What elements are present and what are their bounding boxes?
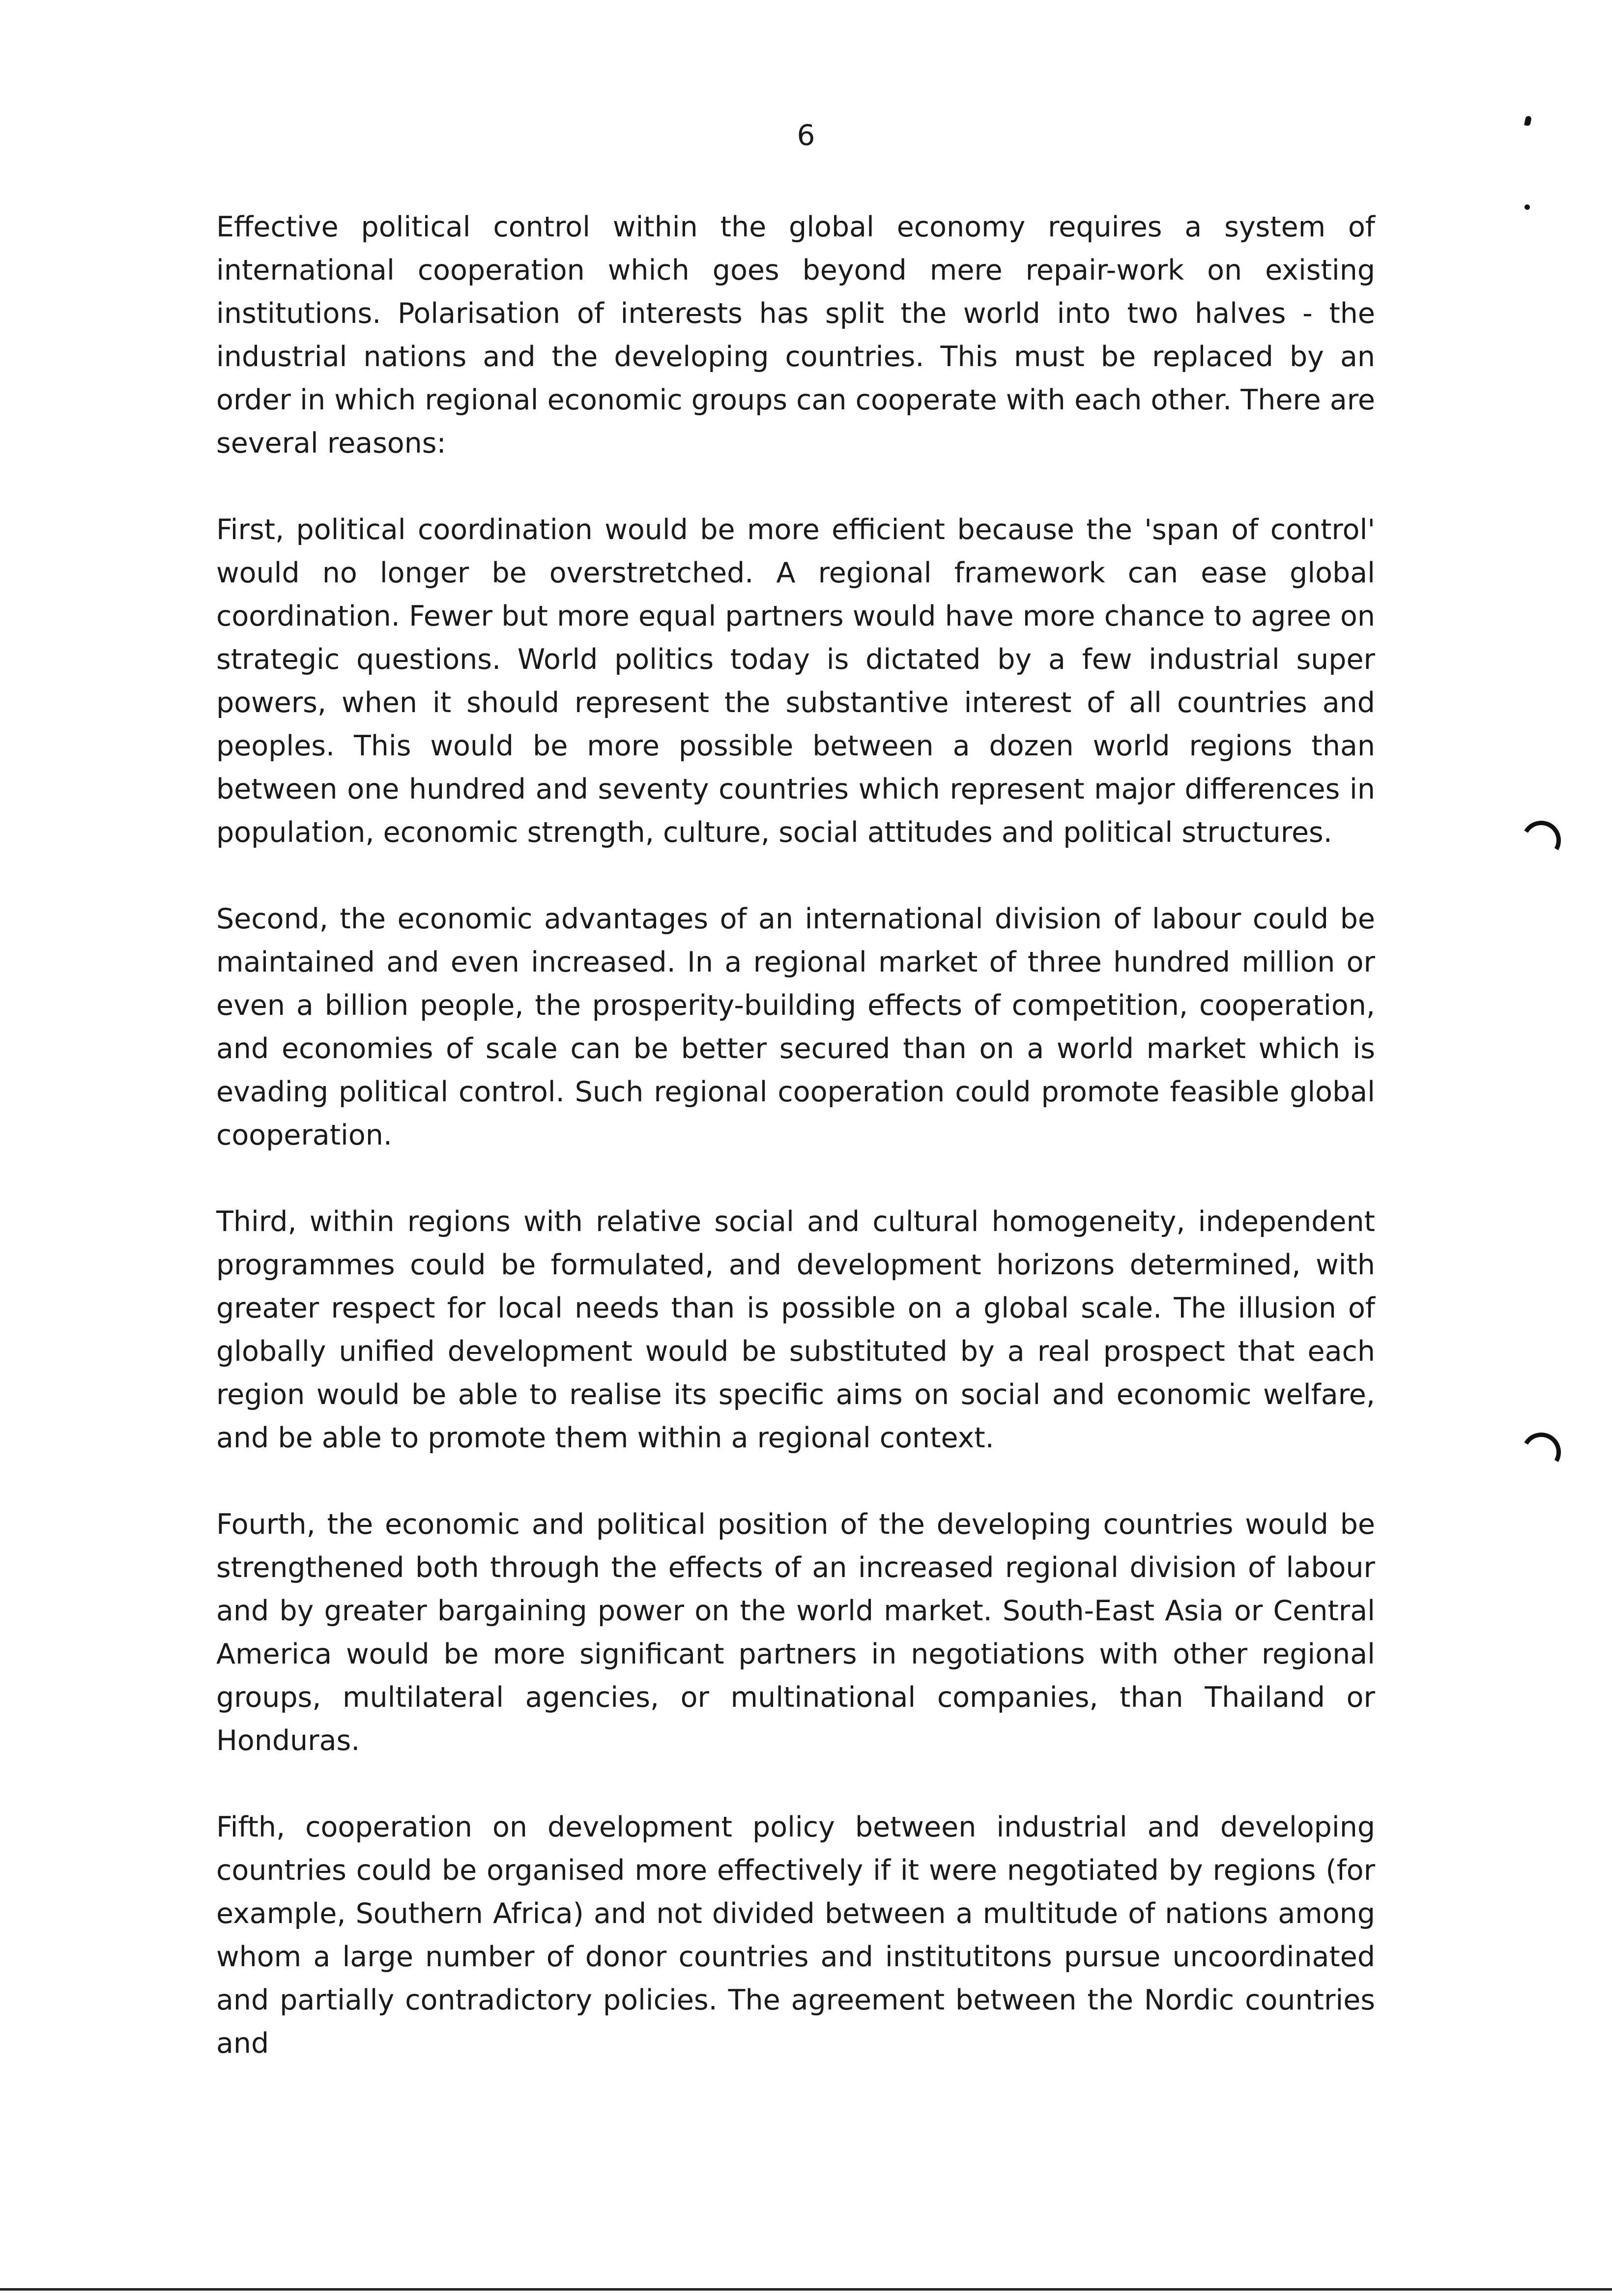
paragraph-second-reason: Second, the economic advantages of an international division of labour could be maintained and even increased. In a regional market of three hundred million or even a billion people, the prosperity-building effects of competition, cooperation, and economies of scale can be better secured than on a world market which is evading political control. Such regional cooperation could promote feasible global cooperation. (216, 903, 1375, 1151)
paragraph-fifth-reason: Fifth, cooperation on development policy between industrial and developing countries could be organised more effectively if it were negotiated by regions (for example, Southern Africa) and not divided between a multitude of nations among whom a large number of donor countries and institutitons pursue uncoordinated and partially contradictory policies. The agreement between the Nordic countries and (216, 1811, 1375, 2060)
ink-dot-mark (1525, 204, 1530, 210)
margin-arc-mark (1517, 816, 1565, 864)
paragraph-first-reason: First, political coordination would be more efficient because the 'span of control' would no longer be overstretched. A regional framework can ease global coordination. Fewer but more equal partners would have more chance to agree on strategic questions. World politics today is dictated by a few industrial super powers, when it should represent the substantive interest of all countries and peoples. This would be more possible between a dozen world regions than between one hundred and seventy countries which represent major differences in population, economic strength, culture, social attitudes and political structures. (216, 514, 1375, 849)
margin-arc-mark (1517, 1428, 1565, 1476)
paragraph-intro: Effective political control within the global economy requires a system of international cooperation which goes beyond mere repair-work on existing institutions. Polarisation of interests has split the world into two halves - the industrial nations and the developing countries. This must be replaced by an order in which regional economic groups can cooperate with each other. There are several reasons: (216, 211, 1375, 459)
document-body (216, 205, 1375, 2108)
paragraph-fourth-reason: Fourth, the economic and political position of the developing countries would be strengthened both through the effects of an increased regional division of labour and by greater bargaining power on the world market. South-East Asia or Central America would be more significant partners in negotiations with other regional groups, multilateral agencies, or multinational companies, than Thailand or Honduras. (216, 1508, 1375, 1757)
paragraph-third-reason: Third, within regions with relative social and cultural homogeneity, independent programmes could be formulated, and development horizons determined, with greater respect for local needs than is possible on a global scale. The illusion of globally unified development would be substituted by a real prospect that each region would be able to realise its specific aims on social and economic welfare, and be able to promote them within a regional context. (216, 1205, 1375, 1454)
page-number: 6 (797, 118, 815, 152)
bottom-rule (0, 2288, 1612, 2291)
